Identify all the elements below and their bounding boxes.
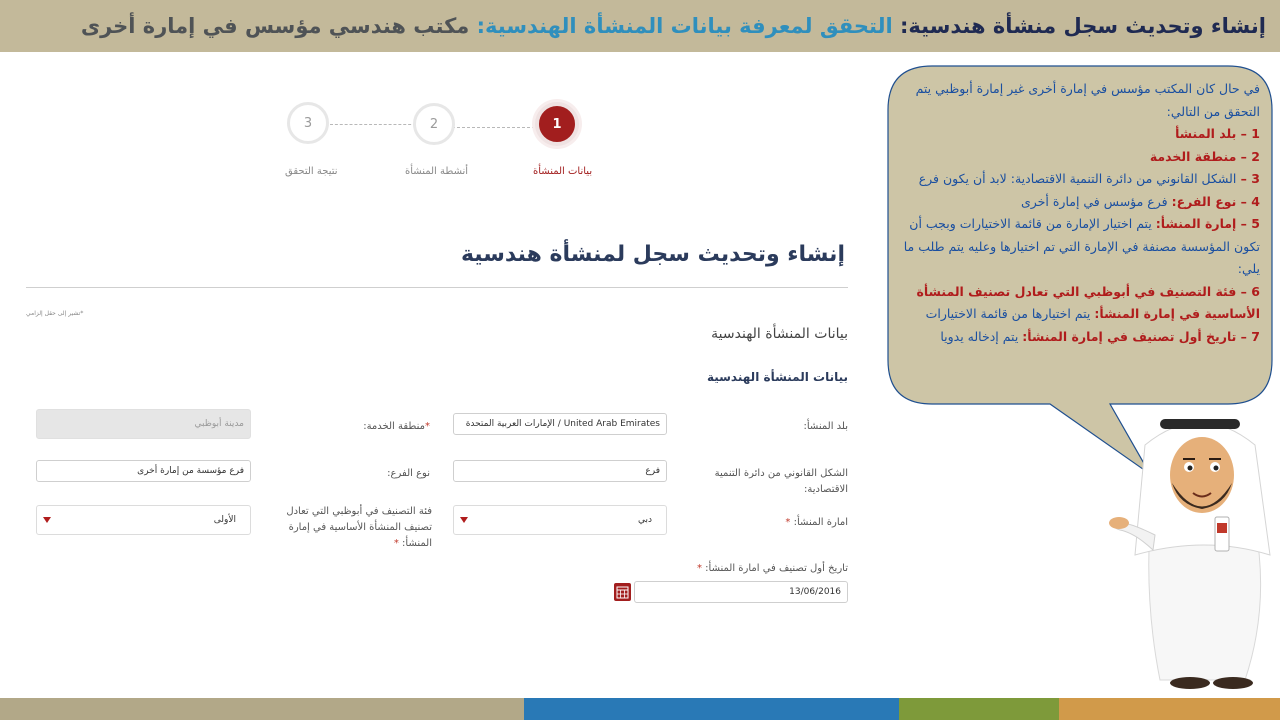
bubble-item-1: 1 – بلد المنشأ	[1175, 126, 1260, 141]
section-subtitle: بيانات المنشأة الهندسية	[706, 370, 848, 384]
category-select-value: الأولى	[213, 515, 236, 525]
emirate-label: امارة المنشأ: *	[785, 517, 848, 528]
step-1-circle[interactable]: 1	[535, 102, 579, 146]
country-field[interactable]: United Arab Emirates / الإمارات العربية المتحدة	[453, 413, 667, 435]
first-class-date-label: تاريخ أول تصنيف في امارة المنشأ: *	[696, 563, 848, 574]
bubble-item-7: 7 – تاريخ أول تصنيف في إمارة المنشأ: يتم إدخاله يدويا	[940, 328, 1260, 344]
step-2-label: أنشطة المنشأة	[405, 166, 469, 177]
branch-type-label: نوع الفرع:	[387, 468, 430, 479]
section-title: بيانات المنشأة الهندسية	[711, 326, 848, 342]
first-class-date-field[interactable]: 13/06/2016	[634, 581, 848, 603]
bubble-text	[900, 78, 1260, 348]
bottom-bar-segment	[1059, 698, 1280, 720]
step-3-label: نتيجة التحقق	[285, 166, 338, 177]
bottom-bar-segment	[524, 698, 899, 720]
step-2-circle[interactable]: 2	[413, 103, 455, 145]
country-label: بلد المنشأ:	[803, 421, 848, 432]
service-area-label: *منطقة الخدمة:	[363, 421, 430, 432]
bubble-item-3: 3 – الشكل القانوني من دائرة التنمية الاقتصادية: لابد أن يكون فرع	[918, 171, 1260, 186]
banner-title-part1: إنشاء وتحديث سجل منشأة هندسية:	[892, 14, 1266, 38]
required-mark: *	[425, 421, 430, 432]
required-mark: *	[785, 517, 791, 528]
banner-title-part2: التحقق لمعرفة بيانات المنشأة الهندسية:	[469, 14, 893, 38]
bubble-item-6: 6 – فئة التصنيف في أبوظبي التي تعادل تصنيف المنشأة الأساسية في إمارة المنشأ: يتم اختيارها من قائمة الاختيارات	[916, 283, 1260, 321]
bottom-color-bar	[0, 698, 1280, 720]
branch-type-field[interactable]: فرع مؤسسة من إمارة أخرى	[36, 460, 251, 482]
bubble-intro: في حال كان المكتب مؤسس في إمارة أخرى غير إمارة أبوظبي يتم التحقق من التالي:	[915, 81, 1260, 119]
category-label: فئة التصنيف في أبوظبي التي تعادل تصنيف المنشأة الأساسية في إمارة المنشأ: *	[286, 506, 432, 549]
required-mark: *	[393, 538, 399, 549]
emirate-select-value: دبي	[637, 515, 652, 525]
step-3-circle[interactable]: 3	[287, 102, 329, 144]
legal-form-label: الشكل القانوني من دائرة التنمية الاقتصادية:	[714, 468, 848, 495]
banner-title-part3: مكتب هندسي مؤسس في إمارة أخرى	[80, 14, 470, 38]
mandatory-note: *تشير إلى حقل إلزامي	[26, 310, 84, 317]
character-illustration	[1105, 405, 1280, 695]
required-mark: *	[696, 563, 702, 574]
bubble-item-2: 2 – منطقة الخدمة	[1149, 148, 1260, 164]
step-1-label: بيانات المنشأة	[533, 166, 593, 177]
bubble-item-4: 4 – نوع الفرع: فرع مؤسس في إمارة أخرى	[1021, 193, 1260, 209]
service-area-field: مدينة أبوظبي	[36, 409, 251, 439]
bottom-bar-segment	[0, 698, 524, 720]
page-title: إنشاء وتحديث سجل لمنشأة هندسية	[460, 242, 845, 267]
bubble-item-5: 5 – إمارة المنشأ: يتم اختيار الإمارة من قائمة الاختيارات وبجب أن تكون المؤسسة مصنفة في الإمارة التي تم اختيارها وعليه يتم طلب ما يلي:	[903, 216, 1260, 276]
bottom-bar-segment	[899, 698, 1059, 720]
legal-form-field[interactable]: فرع	[453, 460, 667, 482]
